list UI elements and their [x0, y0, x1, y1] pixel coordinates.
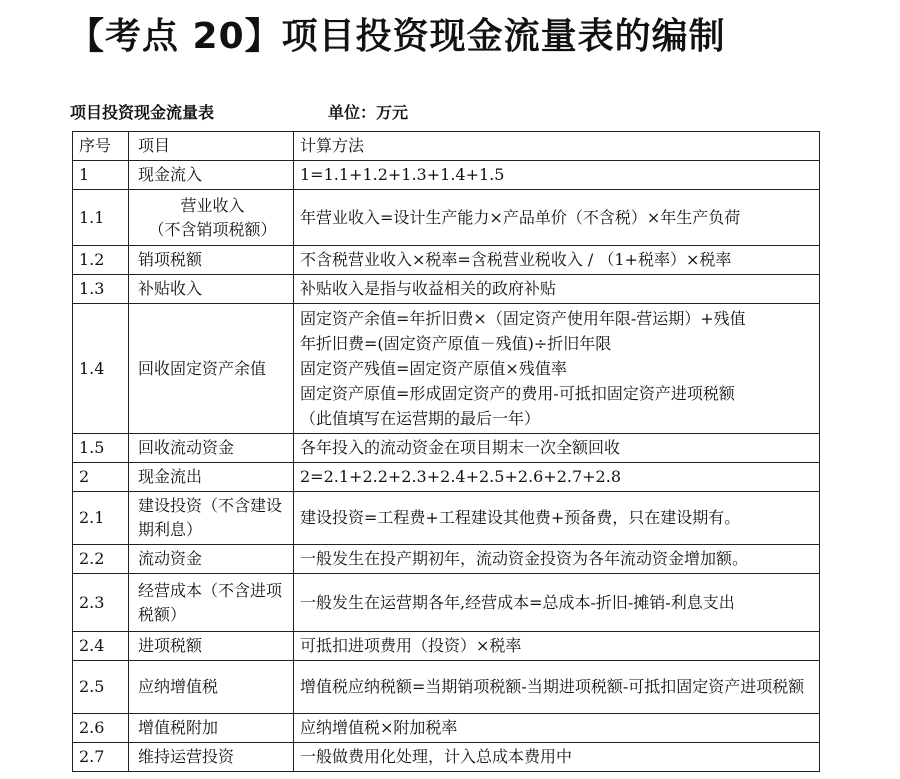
row-item: 回收流动资金 [129, 434, 294, 463]
row-method: 一般发生在运营期各年,经营成本=总成本-折旧-摊销-利息支出 [294, 574, 820, 632]
row-method: 年营业收入=设计生产能力×产品单价（不含税）×年生产负荷 [294, 190, 820, 246]
table-row [73, 275, 820, 304]
row-number: 1.3 [73, 275, 129, 304]
row-method: 固定资产余值=年折旧费×（固定资产使用年限-营运期）+残值 年折旧费=(固定资产原值－残值)÷折旧年限 固定资产残值=固定资产原值×残值率 固定资产原值=形成固定资产的费用-可抵扣固定资产进项税额 （此值填写在运营期的最后一年） [294, 304, 820, 434]
unit-label: 单位：万元 [328, 103, 409, 122]
table-row [73, 246, 820, 275]
table-row [73, 574, 820, 632]
row-number: 1.4 [73, 304, 129, 434]
table-row [73, 661, 820, 714]
row-number: 2.7 [73, 743, 129, 772]
table-row [73, 434, 820, 463]
row-item: 增值税附加 [129, 714, 294, 743]
row-method: 建设投资=工程费+工程建设其他费+预备费，只在建设期有。 [294, 492, 820, 545]
row-number: 1.2 [73, 246, 129, 275]
row-number: 1 [73, 161, 129, 190]
page-title: 【考点 20】项目投资现金流量表的编制 [68, 16, 726, 57]
row-number: 2.3 [73, 574, 129, 632]
row-method: 增值税应纳税额=当期销项税额-当期进项税额-可抵扣固定资产进项税额 [294, 661, 820, 714]
cash-flow-table [72, 131, 820, 772]
row-method: 补贴收入是指与收益相关的政府补贴 [294, 275, 820, 304]
row-method: 一般发生在投产期初年，流动资金投资为各年流动资金增加额。 [294, 545, 820, 574]
row-item: 现金流入 [129, 161, 294, 190]
row-item: 补贴收入 [129, 275, 294, 304]
row-number: 2.6 [73, 714, 129, 743]
header-item: 项目 [129, 132, 294, 161]
row-item: 回收固定资产余值 [129, 304, 294, 434]
table-row [73, 161, 820, 190]
row-item: 进项税额 [129, 632, 294, 661]
row-item: 应纳增值税 [129, 661, 294, 714]
row-item: 现金流出 [129, 463, 294, 492]
row-method: 一般做费用化处理，计入总成本费用中 [294, 743, 820, 772]
header-method: 计算方法 [294, 132, 820, 161]
table-row [73, 743, 820, 772]
row-number: 2.2 [73, 545, 129, 574]
row-number: 2.4 [73, 632, 129, 661]
table-row [73, 632, 820, 661]
row-method: 不含税营业收入×税率=含税营业税收入 / （1+税率）×税率 [294, 246, 820, 275]
row-item: 流动资金 [129, 545, 294, 574]
row-item: 维持运营投资 [129, 743, 294, 772]
row-method: 2=2.1+2.2+2.3+2.4+2.5+2.6+2.7+2.8 [294, 463, 820, 492]
table-row [73, 463, 820, 492]
table-row [73, 190, 820, 246]
table-row [73, 714, 820, 743]
table-caption: 项目投资现金流量表 [70, 103, 215, 122]
row-number: 1.5 [73, 434, 129, 463]
header-no: 序号 [73, 132, 129, 161]
table-header-row [73, 132, 820, 161]
row-item: 营业收入 （不含销项税额） [129, 190, 294, 246]
row-method: 1=1.1+1.2+1.3+1.4+1.5 [294, 161, 820, 190]
table-row [73, 492, 820, 545]
row-item: 经营成本（不含进项税额） [129, 574, 294, 632]
row-item: 建设投资（不含建设期利息） [129, 492, 294, 545]
table-row [73, 545, 820, 574]
table-row [73, 304, 820, 434]
row-method: 应纳增值税×附加税率 [294, 714, 820, 743]
row-number: 2.5 [73, 661, 129, 714]
row-item: 销项税额 [129, 246, 294, 275]
row-number: 2 [73, 463, 129, 492]
row-method: 可抵扣进项费用（投资）×税率 [294, 632, 820, 661]
row-number: 2.1 [73, 492, 129, 545]
row-number: 1.1 [73, 190, 129, 246]
row-method: 各年投入的流动资金在项目期末一次全额回收 [294, 434, 820, 463]
